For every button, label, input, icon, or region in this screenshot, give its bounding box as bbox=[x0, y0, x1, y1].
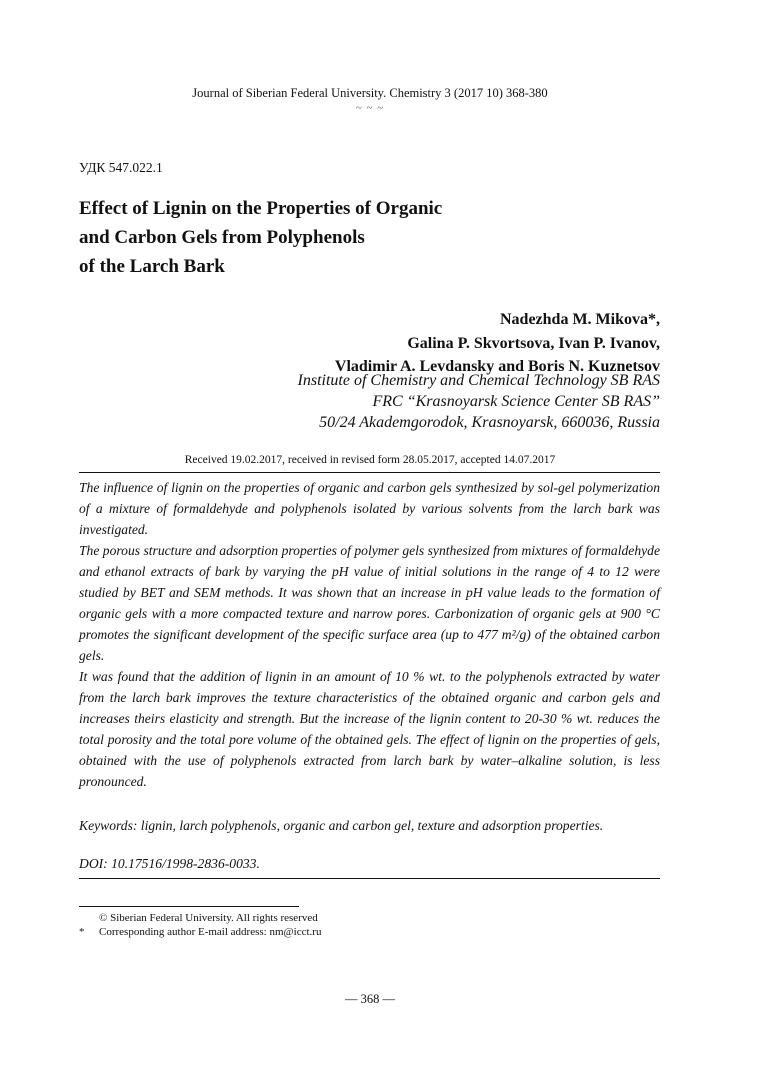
author-line: Nadezhda M. Mikova*, bbox=[500, 311, 660, 328]
footnotes bbox=[79, 911, 321, 939]
abstract-paragraph: The porous structure and adsorption properties of polymer gels synthesized from mixtures of formaldehyde and ethanol extracts of bark by varying the pH value of initial solutions in the range of 4 to 12 were studied by BET and SEM methods. It was shown that an increase in pH value leads to the formation of organic gels with a more compacted texture and narrow pores. Carbonization of organic gels at 900 °C promotes the significant development of the specific surface area (up to 477 m²/g) of the obtained carbon gels. bbox=[79, 543, 660, 663]
footnote-text: Corresponding author E-mail address: nm@icct.ru bbox=[99, 926, 322, 938]
journal-header: Journal of Siberian Federal University. Chemistry 3 (2017 10) 368-380 bbox=[192, 86, 548, 100]
author-line: Galina P. Skvortsova, Ivan P. Ivanov, bbox=[407, 334, 660, 352]
abstract-paragraph: The influence of lignin on the properties of organic and carbon gels synthesized by sol-gel polymerization of a mixture of formaldehyde and polyphenols isolated by various solvents from the larch bark was investigated. bbox=[79, 480, 660, 537]
author-line: Vladimir A. Levdansky and Boris N. Kuznetsov bbox=[334, 358, 660, 375]
footnote-separator bbox=[79, 906, 299, 907]
affiliation-line: Institute of Chemistry and Chemical Technology SB RAS bbox=[297, 372, 660, 389]
udk-code: УДК 547.022.1 bbox=[79, 160, 163, 175]
affiliation-line: FRC “Krasnoyarsk Science Center SB RAS” bbox=[372, 393, 660, 410]
title-line: Effect of Lignin on the Properties of Organic bbox=[79, 198, 443, 219]
title-line: and Carbon Gels from Polyphenols bbox=[79, 227, 365, 248]
footnote-mark bbox=[79, 911, 99, 925]
footnote-corresponding-author bbox=[79, 925, 321, 939]
footnote-text: © Siberian Federal University. All rights reserved bbox=[99, 912, 318, 924]
affiliation-line: 50/24 Akademgorodok, Krasnoyarsk, 660036, Russia bbox=[319, 414, 660, 431]
title-line: of the Larch Bark bbox=[79, 256, 225, 277]
paper-title bbox=[79, 194, 599, 281]
author-list bbox=[335, 308, 660, 379]
footnote-copyright bbox=[79, 911, 321, 925]
footnote-mark: * bbox=[79, 926, 85, 938]
page-number: — 368 — bbox=[345, 992, 395, 1006]
received-dates: Received 19.02.2017, received in revised form 28.05.2017, accepted 14.07.2017 bbox=[184, 454, 556, 466]
abstract-top-rule bbox=[79, 472, 660, 473]
affiliation bbox=[298, 370, 660, 433]
keywords: Keywords: lignin, larch polyphenols, organic and carbon gel, texture and adsorption properties. bbox=[79, 818, 604, 833]
abstract-bottom-rule bbox=[79, 878, 660, 879]
abstract bbox=[79, 477, 660, 792]
abstract-paragraph: It was found that the addition of lignin in an amount of 10 % wt. to the polyphenols extracted by water from the larch bark improves the texture characteristics of the obtained organic and carbon gels and increases theirs elasticity and strength. But the increase of the lignin content to 20-30 % wt. reduces the total porosity and the total pore volume of the obtained gels. The effect of lignin on the properties of gels, obtained with the use of polyphenols extracted from larch bark by water–alkaline solution, is less pronounced. bbox=[79, 669, 660, 789]
doi: DOI: 10.17516/1998-2836-0033. bbox=[79, 856, 260, 871]
header-ornament: ~ ~ ~ bbox=[355, 102, 385, 114]
